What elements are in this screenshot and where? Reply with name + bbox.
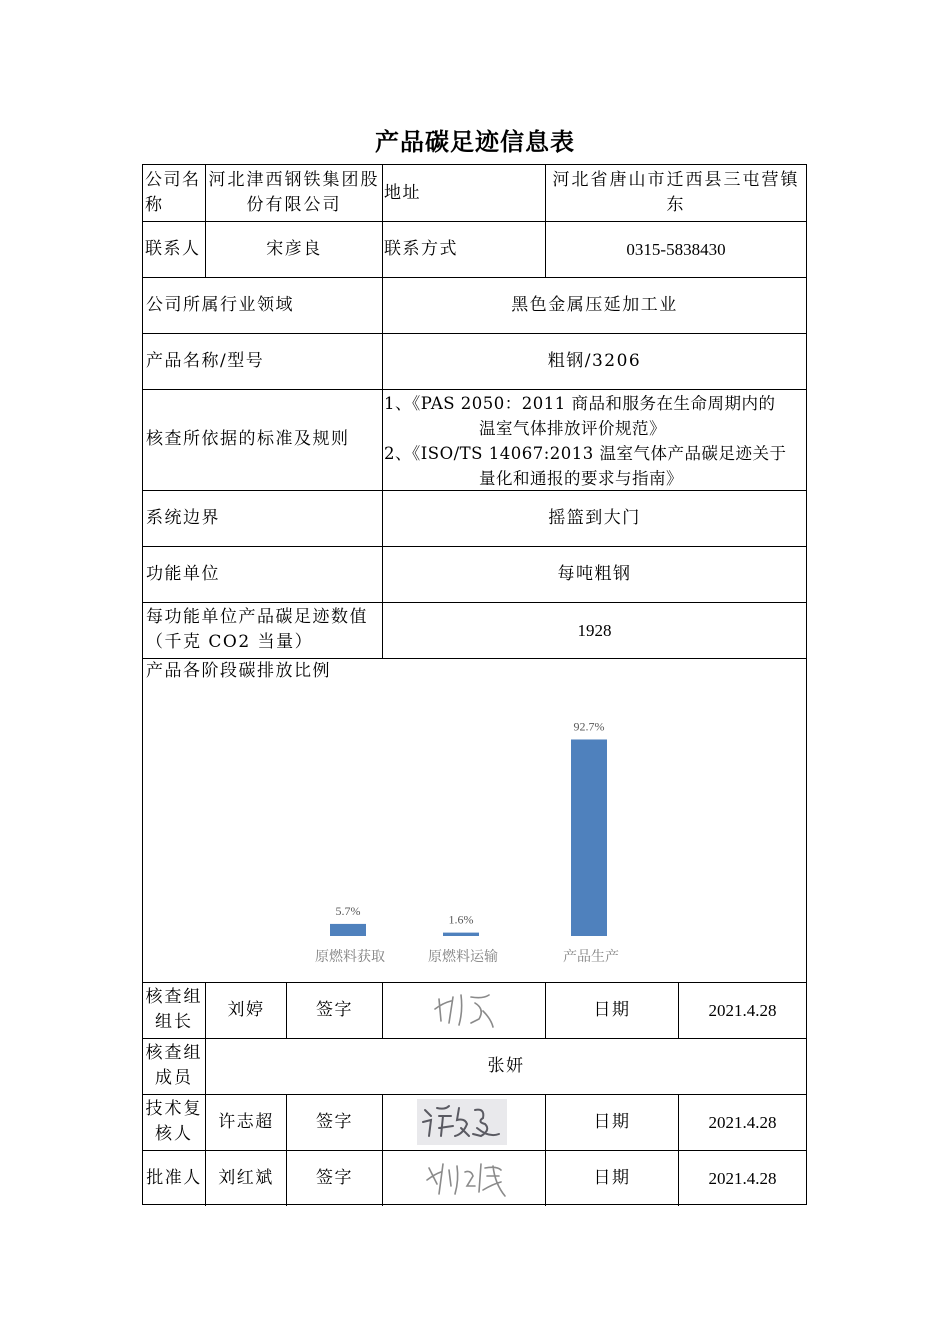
standards-value — [383, 389, 806, 490]
member-label: 核查组成员 — [145, 1043, 203, 1088]
approver-date-value: 2021.4.28 — [708, 1168, 777, 1188]
page-title: 产品碳足迹信息表 — [375, 127, 575, 156]
bar-2 — [443, 933, 479, 936]
phone-value: 0315-5838430 — [626, 239, 726, 259]
approver-name: 刘红斌 — [218, 1167, 274, 1188]
leader-date-value: 2021.4.28 — [708, 1000, 777, 1020]
standards-label: 核查所依据的标准及规则 — [146, 429, 350, 449]
carbon-footprint-table — [142, 164, 807, 1205]
leader-date-label: 日期 — [593, 999, 631, 1020]
standard-2-line2: 量化和通报的要求与指南》 — [479, 469, 683, 488]
functional-unit-value: 每吨粗钢 — [557, 563, 632, 584]
company-name-label: 公司名称 — [145, 170, 201, 215]
approver-date-label: 日期 — [593, 1167, 631, 1188]
industry-value: 黑色金属压延加工业 — [511, 294, 678, 315]
reviewer-signature — [383, 1094, 545, 1150]
reviewer-name: 许志超 — [218, 1111, 274, 1132]
company-name-value: 河北津西钢铁集团股份有限公司 — [208, 170, 380, 215]
member-name: 张妍 — [487, 1055, 525, 1076]
address-label: 地址 — [384, 182, 421, 203]
approver-label: 批准人 — [146, 1167, 202, 1188]
standard-1-line1: 1、《PAS 2050：2011 商品和服务在生命周期内的 — [384, 394, 776, 413]
bar-value-label-2: 1.6% — [448, 912, 474, 927]
footprint-value: 1928 — [577, 620, 612, 640]
reviewer-date-value: 2021.4.28 — [708, 1112, 777, 1132]
boundary-value: 摇篮到大门 — [548, 507, 641, 528]
category-label-1: 原燃料获取 — [315, 949, 385, 965]
footprint-label: 每功能单位产品碳足迹数值（千克 CO2 当量） — [146, 607, 368, 652]
address-value: 河北省唐山市迁西县三屯营镇东 — [552, 170, 800, 215]
contact-label: 联系人 — [145, 238, 201, 259]
product-label: 产品名称/型号 — [146, 350, 265, 371]
reviewer-date-label: 日期 — [593, 1111, 631, 1132]
phone-label: 联系方式 — [384, 238, 458, 259]
approver-signature — [383, 1150, 545, 1206]
category-label-3: 产品生产 — [563, 949, 619, 965]
standard-2-line1: 2、《ISO/TS 14067:2013 温室气体产品碳足迹关于 — [384, 444, 787, 463]
emission-bar-chart — [143, 686, 806, 982]
contact-value: 宋彦良 — [266, 238, 322, 259]
category-label-2: 原燃料运输 — [428, 949, 498, 965]
industry-label: 公司所属行业领域 — [146, 294, 294, 315]
leader-signature — [383, 982, 545, 1038]
bar-value-label-3: 92.7% — [573, 719, 605, 734]
boundary-label: 系统边界 — [146, 507, 220, 528]
leader-label: 核查组组长 — [145, 987, 203, 1032]
reviewer-sign-label: 签字 — [316, 1111, 353, 1132]
bar-1 — [330, 924, 366, 936]
leader-name: 刘婷 — [227, 999, 265, 1020]
reviewer-label: 技术复核人 — [145, 1099, 203, 1144]
bar-3 — [571, 739, 607, 936]
approver-sign-label: 签字 — [316, 1167, 353, 1188]
chart-label: 产品各阶段碳排放比例 — [146, 661, 331, 681]
leader-sign-label: 签字 — [316, 999, 353, 1020]
bar-value-label-1: 5.7% — [335, 903, 361, 918]
product-value: 粗钢/3206 — [547, 350, 642, 371]
standard-1-line2: 温室气体排放评价规范》 — [479, 419, 666, 438]
functional-unit-label: 功能单位 — [146, 563, 220, 584]
